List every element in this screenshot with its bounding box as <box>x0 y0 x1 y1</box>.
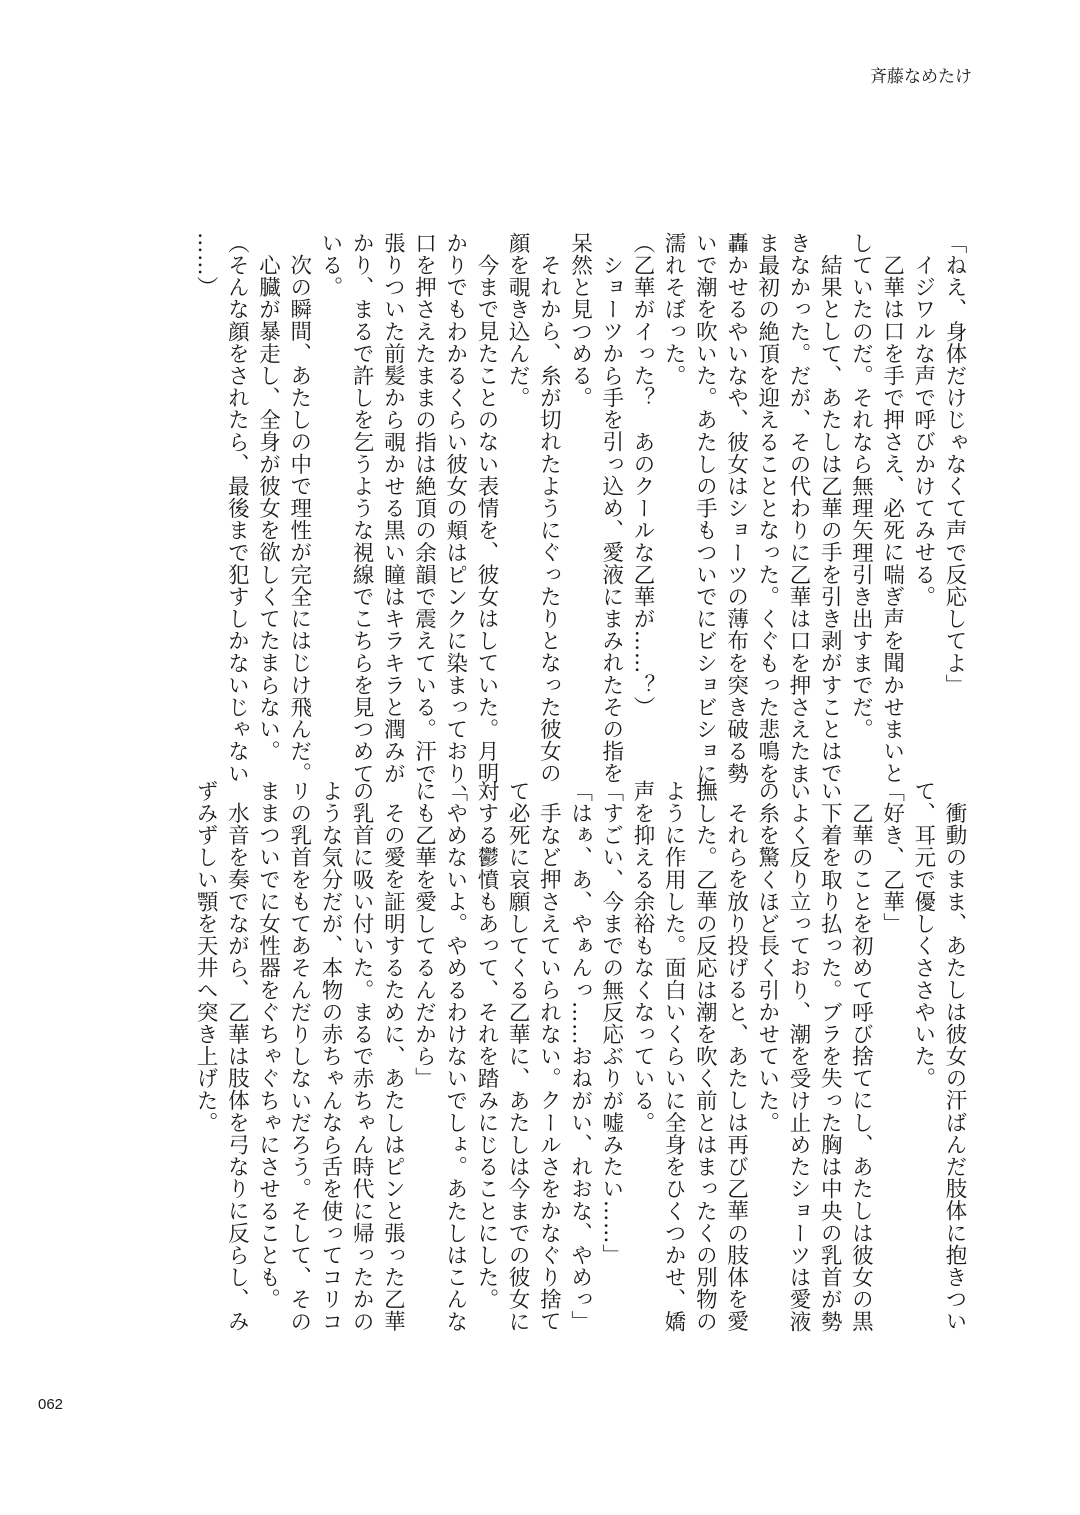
text-column: いよく反り立っており、潮を受け止めたショーツは愛液 <box>785 780 811 1333</box>
text-column: その愛を証明するために、あたしはピンと張った乙華 <box>380 802 406 1333</box>
text-column: 心臓が暴走し、全身が彼女を欲しくてたまらない。 <box>255 254 281 763</box>
text-column: 撫した。乙華の反応は潮を吹く前とはまったくの別物の <box>692 780 718 1333</box>
text-column: ままついでに女性器をぐちゃぐちゃにさせることも。 <box>255 780 281 1311</box>
text-column: 轟かせるやいなや、彼女はショーツの薄布を突き破る勢 <box>723 232 749 785</box>
text-column: 口を押さえたままの指は絶頂の余韻で震えている。汗で <box>411 232 437 785</box>
text-block-top <box>180 232 970 807</box>
text-column: て、耳元で優しくささやいた。 <box>910 780 936 1090</box>
text-column: の乳首に吸い付いた。まるで赤ちゃん時代に帰ったかの <box>349 780 375 1333</box>
text-column: 呆然と見つめる。 <box>567 232 593 409</box>
text-block-bottom <box>180 780 970 1333</box>
text-column: 手など押さえていられない。クールさをかなぐり捨て <box>536 802 562 1333</box>
text-column: 乙華は口を手で押さえ、必死に喘ぎ声を聞かせまいと <box>879 254 905 785</box>
text-column: いる。 <box>317 232 343 299</box>
text-column: リの乳首をもてあそんだりしないだろう。そして、その <box>286 780 312 1333</box>
text-column: それらを放り投げると、あたしは再び乙華の肢体を愛 <box>723 802 749 1333</box>
text-column: て必死に哀願してくる乙華に、あたしは今までの彼女に <box>505 780 531 1333</box>
text-column: 濡れそぼった。 <box>661 232 687 387</box>
text-column: かり、まるで許しを乞うような視線でこちらを見つめて <box>349 232 375 785</box>
text-column: 顔を覗き込んだ。 <box>505 232 531 409</box>
text-column: きなかった。だが、その代わりに乙華は口を押さえたま <box>785 232 811 785</box>
text-column: い下着を取り払った。ブラを失った胸は中央の乳首が勢 <box>817 780 843 1333</box>
text-column: 対する鬱憤もあって、それを踏みにじることにした。 <box>473 780 499 1311</box>
text-column: 「好き、乙華」 <box>879 780 905 935</box>
author-name: 斉藤なめたけ <box>870 67 972 87</box>
text-column: ような気分だが、本物の赤ちゃんなら舌を使ってコリコ <box>317 780 343 1333</box>
text-column: それから、糸が切れたようにぐったりとなった彼女の <box>536 254 562 785</box>
text-column: 「やめないよ。やめるわけないでしょ。あたしはこんな <box>442 780 468 1333</box>
text-column: 「ねえ、身体だけじゃなくて声で反応してよ」 <box>942 232 967 697</box>
text-column: 水音を奏でながら、乙華は肢体を弓なりに反らし、み <box>224 802 250 1333</box>
text-column: 結果として、あたしは乙華の手を引き剥がすことはで <box>817 254 843 785</box>
text-column: ように作用した。面白いくらいに全身をひくつかせ、嬌 <box>661 780 687 1333</box>
text-column: 張りついた前髪から覗かせる黒い瞳はキラキラと潤みが <box>380 232 406 785</box>
text-column: 「すごい、今までの無反応ぶりが嘘みたい……」 <box>598 780 624 1267</box>
text-column: 乙華のことを初めて呼び捨てにし、あたしは彼女の黒 <box>848 802 874 1333</box>
text-column: 今まで見たことのない表情を、彼女はしていた。月明 <box>473 254 499 785</box>
text-column: していたのだ。それなら無理矢理引き出すまでだ。 <box>848 232 874 741</box>
text-column: 次の瞬間、あたしの中で理性が完全にはじけ飛んだ。 <box>286 254 312 785</box>
text-column: かりでもわかるくらい彼女の頬はピンクに染まっており、 <box>442 232 468 807</box>
text-column: いで潮を吹いた。あたしの手もついでにビショビショに <box>692 232 718 785</box>
text-column: 「はぁ、あ、やぁんっ……おねがい、れおな、やめっ」 <box>567 780 593 1333</box>
text-column: の糸を驚くほど長く引かせていた。 <box>754 780 780 1134</box>
text-column: （乙華がイった？ あのクールな乙華が……？） <box>629 232 655 719</box>
text-column: ま最初の絶頂を迎えることとなった。くぐもった悲鳴を <box>754 232 780 785</box>
text-column: ……） <box>193 232 219 299</box>
page-number: 062 <box>38 1396 64 1413</box>
text-column: にも乙華を愛してるんだから」 <box>411 780 437 1090</box>
text-column: 衝動のまま、あたしは彼女の汗ばんだ肢体に抱きつい <box>942 802 967 1333</box>
text-column: ずみずしい顎を天井へ突き上げた。 <box>193 780 219 1134</box>
text-column: ショーツから手を引っ込め、愛液にまみれたその指を <box>598 254 624 785</box>
text-column: 声を抑える余裕もなくなっている。 <box>629 780 655 1134</box>
text-column: イジワルな声で呼びかけてみせる。 <box>910 254 936 608</box>
text-column: （そんな顔をされたら、最後まで犯すしかないじゃない <box>224 232 250 785</box>
